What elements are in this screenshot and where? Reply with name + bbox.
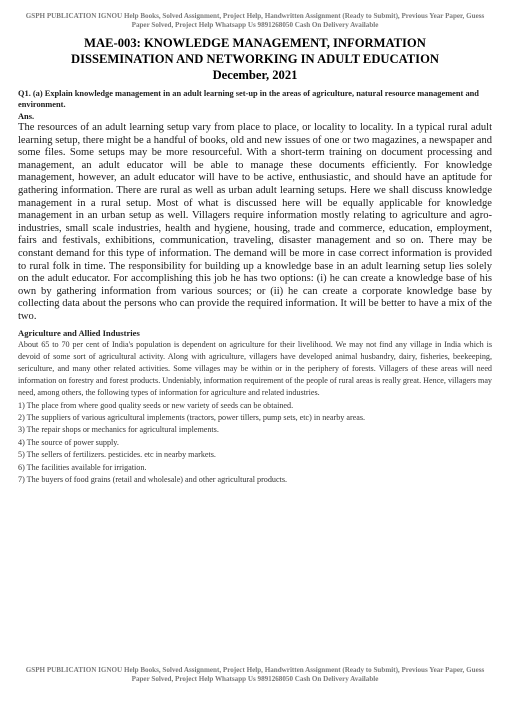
section-heading: Agriculture and Allied Industries — [18, 327, 140, 338]
info-list — [18, 400, 492, 487]
list-item: 4) The source of power supply. — [18, 437, 119, 447]
list-item: 1) The place from where good quality seeds or new variety of seeds can be obtained. — [18, 400, 294, 410]
list-item: 2) The suppliers of various agricultural implements (tractors, power tillers, pump sets, etc) in nearby areas. — [18, 412, 366, 422]
answer-label: Ans. — [18, 112, 35, 121]
footer-banner: GSPH PUBLICATION IGNOU Help Books, Solved Assignment, Project Help, Handwritten Assignment (Ready to Submit), Previous Year Paper, Guess Paper Solved, Project Help Whatsapp Us 9891268050 Cash On Delivery Available — [25, 666, 485, 683]
list-item: 3) The repair shops or mechanics for agricultural implements. — [18, 425, 219, 435]
answer-paragraph: The resources of an adult learning setup vary from place to place, or locality to locality. In a typical rural adult learning setup, there might be a handful of books, old and new issues of one or two magazines, a newspaper and some files. Some setups may be more resourceful. With a short-term training on document processing and management, an adult educator will be able to manage these documents efficiently. For knowledge management, however, an adult educator will have to be active, enthusiastic, and should have an aptitude for gathering information. There are rural as well as urban adult learning setups. Here we shall discuss knowledge management in a rural setup. Most of what is discussed here will be equally applicable for knowledge management in an urban setup as well. Villagers require information mostly relating to agriculture and agro-industries, small scale industries, health and hygiene, housing, trade and commerce, education, employment, fairs and festivals, exhibitions, communication, traveling, disaster management and so on. There may be constant demand for this type of information. The demand will be more in case correct information is provided to rural folk in time. The responsibility for building up a knowledge base in an adult learning setup lies solely on the adult educator. For accomplishing this job he has two options: (i) he can create a knowledge base of his own by gathering information from various sources; or (ii) he can create a corporate knowledge base by collecting data about the persons who can provide the required information. It will be better to have a mix of the two. — [18, 122, 492, 322]
header-banner: GSPH PUBLICATION IGNOU Help Books, Solved Assignment, Project Help, Handwritten Assignment (Ready to Submit), Previous Year Paper, Guess Paper Solved, Project Help Whatsapp Us 9891268050 Cash On Delivery Available — [25, 12, 485, 29]
title-date: December, 2021 — [212, 68, 298, 82]
section-body — [18, 339, 492, 400]
document-title — [18, 35, 492, 83]
list-item: 5) The sellers of fertilizers. pesticides. etc in nearby markets. — [18, 450, 216, 460]
title-line-1: MAE-003: KNOWLEDGE MANAGEMENT, INFORMATION — [84, 36, 426, 50]
list-item: 6) The facilities available for irrigation. — [18, 462, 147, 472]
section-paragraph: About 65 to 70 per cent of India's population is dependent on agriculture for their livelihood. We may not find any village in India which is devoid of some sort of agricultural activity. Along with agriculture, villagers have developed animal husbandry, dairy, fisheries, beekeeping, sericulture, and many other related activities. Some villages may be within or in the periphery of forests. Villagers of these areas will need information on forestry and forest products. Undeniably, information requirement of the people of rural areas is really great. Hence, villagers may need, among others, the following types of information for agriculture and related industries. — [18, 339, 492, 398]
footer — [18, 666, 492, 684]
question-text: Q1. (a) Explain knowledge management in an adult learning set-up in the areas of agriculture, natural resource management and environment. — [18, 89, 479, 109]
list-item: 7) The buyers of food grains (retail and wholesale) and other agricultural products. — [18, 474, 288, 484]
answer-body — [18, 122, 492, 324]
title-line-2: DISSEMINATION AND NETWORKING IN ADULT EDUCATION — [71, 52, 439, 66]
